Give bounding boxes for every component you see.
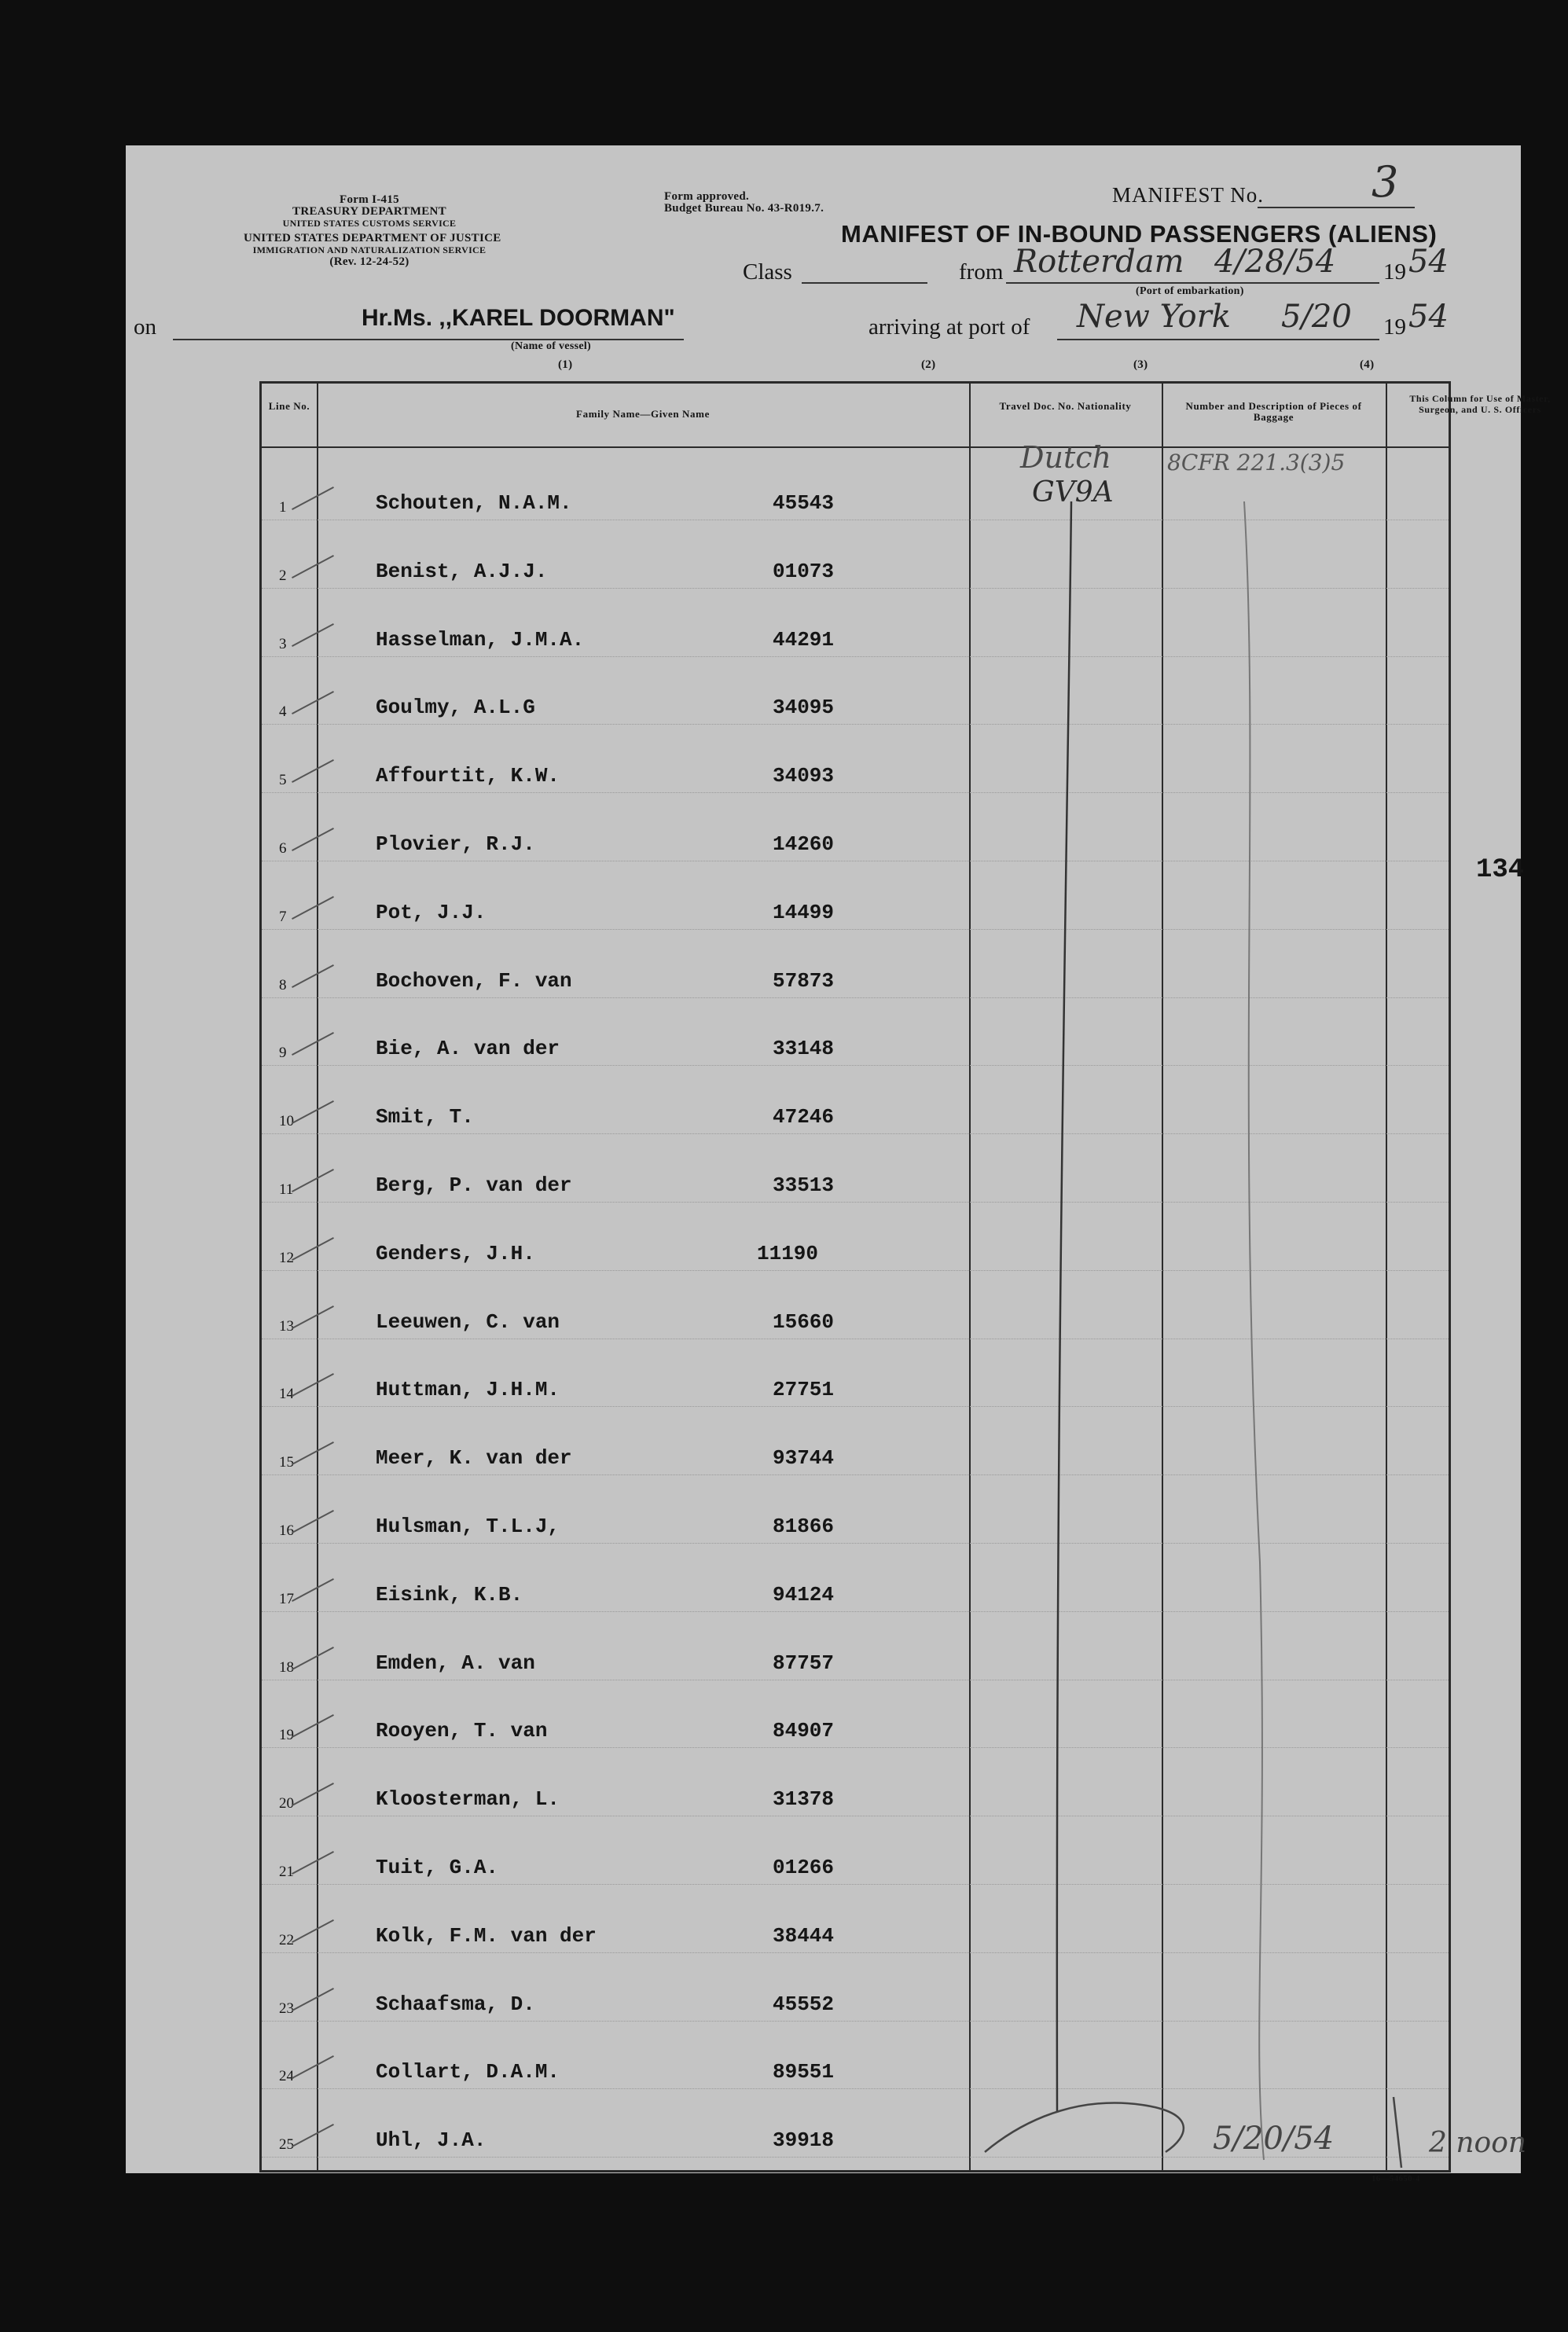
row-passenger-name: Leeuwen, C. van — [376, 1309, 560, 1334]
header-divider — [262, 446, 1449, 448]
row-passenger-number: 57873 — [773, 968, 835, 993]
port-embarkation-caption: (Port of embarkation) — [1136, 285, 1244, 297]
table-row — [262, 1846, 1449, 1914]
arrival-underline — [1057, 339, 1379, 340]
row-passenger-number: 44291 — [773, 627, 835, 652]
row-passenger-name: Hasselman, J.M.A. — [376, 627, 585, 652]
row-line-number: 2 — [279, 567, 287, 584]
form-revision: (Rev. 12-24-52) — [329, 255, 409, 268]
table-row — [262, 1642, 1449, 1710]
table-row — [262, 1301, 1449, 1368]
header-officers: This Column for Use of Master, Surgeon, and U. S. Officers — [1409, 393, 1551, 415]
table-row — [262, 1096, 1449, 1163]
doc-code-note: GV9A — [1032, 476, 1114, 509]
row-check-mark — [292, 1237, 334, 1261]
row-line-number: 5 — [279, 772, 287, 789]
row-passenger-number: 34093 — [773, 764, 835, 788]
vessel-name: Hr.Ms. ,,KAREL DOORMAN" — [362, 305, 675, 331]
row-line-number: 19 — [279, 1727, 294, 1744]
table-row — [262, 1778, 1449, 1845]
row-line-number: 4 — [279, 703, 287, 721]
row-check-mark — [292, 1032, 334, 1056]
row-line-number: 22 — [279, 1931, 294, 1948]
row-line-number: 18 — [279, 1658, 294, 1676]
form-approved: Form approved. — [664, 190, 750, 203]
from-underline — [1006, 282, 1379, 284]
arrival-date: 5/20 — [1281, 299, 1352, 335]
col-marker-3: (3) — [1133, 358, 1148, 371]
table-row — [262, 2051, 1449, 2118]
row-passenger-number: 38444 — [773, 1923, 835, 1948]
row-passenger-name: Berg, P. van der — [376, 1173, 572, 1197]
row-check-mark — [292, 759, 334, 783]
row-passenger-name: Kloosterman, L. — [376, 1787, 560, 1812]
row-passenger-number: 94124 — [773, 1582, 835, 1607]
row-check-mark — [292, 1100, 334, 1124]
row-line-number: 3 — [279, 635, 287, 652]
departure-port: Rotterdam — [1014, 244, 1184, 280]
year-suffix-departure: 54 — [1408, 244, 1449, 280]
table-row — [262, 550, 1449, 618]
row-line-number: 7 — [279, 908, 287, 925]
page-title: MANIFEST OF IN-BOUND PASSENGERS (ALIENS) — [841, 220, 1438, 248]
table-row — [262, 1505, 1449, 1573]
departure-date: 4/28/54 — [1214, 244, 1336, 280]
class-underline — [802, 282, 927, 284]
table-row — [262, 1027, 1449, 1095]
row-passenger-name: Kolk, F.M. van der — [376, 1923, 597, 1948]
row-passenger-name: Schaafsma, D. — [376, 1992, 535, 2016]
table-row — [262, 1164, 1449, 1232]
row-line-number: 8 — [279, 976, 287, 993]
row-passenger-number: 01073 — [773, 559, 835, 583]
row-passenger-number: 45543 — [773, 491, 835, 515]
vessel-caption: (Name of vessel) — [511, 340, 591, 352]
row-passenger-name: Huttman, J.H.M. — [376, 1378, 560, 1402]
class-label: Class — [743, 259, 792, 285]
row-passenger-name: Goulmy, A.L.G — [376, 696, 535, 720]
from-label: from — [959, 259, 1004, 285]
row-check-mark — [292, 1988, 334, 2011]
arrival-port: New York — [1077, 299, 1231, 335]
row-passenger-number: 01266 — [773, 1856, 835, 1879]
table-row — [262, 482, 1449, 549]
row-check-mark — [292, 1578, 334, 1602]
row-passenger-name: Schouten, N.A.M. — [376, 491, 572, 515]
row-line-number: 11 — [279, 1181, 294, 1198]
header-line-no: Line No. — [268, 400, 310, 412]
row-check-mark — [292, 1306, 334, 1329]
manifest-no-value: 3 — [1372, 157, 1399, 207]
row-passenger-name: Emden, A. van — [376, 1651, 535, 1675]
row-check-mark — [292, 1783, 334, 1806]
dept-immigration: IMMIGRATION AND NATURALIZATION SERVICE — [252, 244, 487, 255]
row-passenger-name: Rooyen, T. van — [376, 1719, 548, 1743]
manifest-page — [126, 145, 1551, 2183]
col-marker-1: (1) — [558, 358, 573, 371]
row-check-mark — [292, 1714, 334, 1738]
row-line-number: 13 — [279, 1317, 294, 1335]
table-row — [262, 1710, 1449, 1777]
row-passenger-name: Uhl, J.A. — [376, 2128, 487, 2153]
row-passenger-number: 15660 — [773, 1309, 835, 1334]
row-line-number: 17 — [279, 1590, 294, 1607]
col-marker-4: (4) — [1360, 358, 1375, 371]
table-row — [262, 1574, 1449, 1641]
row-passenger-name: Genders, J.H. — [376, 1241, 535, 1265]
nationality-note: Dutch — [1020, 440, 1111, 475]
row-check-mark — [292, 1851, 334, 1875]
row-passenger-name: Benist, A.J.J. — [376, 559, 548, 583]
table-row — [262, 619, 1449, 686]
row-passenger-number: 47246 — [773, 1105, 835, 1129]
row-passenger-number: 31378 — [773, 1787, 835, 1812]
table-row — [262, 755, 1449, 822]
row-line-number: 1 — [279, 499, 287, 516]
dept-treasury: TREASURY DEPARTMENT — [292, 205, 446, 218]
baggage-note: 8CFR 221.3(3)5 — [1167, 450, 1346, 476]
row-check-mark — [292, 1647, 334, 1670]
row-line-number: 21 — [279, 1864, 294, 1880]
row-line-number: 12 — [279, 1249, 294, 1266]
row-line-number: 24 — [279, 2068, 294, 2085]
officer-count: 134 — [1476, 855, 1525, 885]
row-passenger-number: 11190 — [757, 1241, 819, 1265]
row-line-number: 14 — [279, 1386, 294, 1403]
row-passenger-name: Bochoven, F. van — [376, 968, 572, 993]
header-baggage: Number and Description of Pieces of Baggage — [1185, 400, 1362, 423]
row-line-number: 6 — [279, 840, 287, 857]
dept-justice: UNITED STATES DEPARTMENT OF JUSTICE — [244, 232, 501, 244]
row-passenger-number: 33148 — [773, 1037, 835, 1061]
row-line-number: 20 — [279, 1795, 294, 1812]
row-passenger-name: Plovier, R.J. — [376, 832, 535, 856]
table-row — [262, 823, 1449, 891]
table-row — [262, 960, 1449, 1027]
arriving-label: arriving at port of — [868, 314, 1030, 340]
agency-block — [244, 193, 501, 268]
row-passenger-name: Hulsman, T.L.J, — [376, 1515, 560, 1538]
row-passenger-number: 45552 — [773, 1992, 835, 2016]
row-passenger-number: 84907 — [773, 1719, 835, 1743]
table-row — [262, 1437, 1449, 1504]
row-passenger-name: Pot, J.J. — [376, 900, 487, 924]
row-passenger-number: 93744 — [773, 1446, 835, 1471]
row-check-mark — [292, 691, 334, 714]
manifest-no-underline — [1258, 207, 1415, 208]
row-line-number: 10 — [279, 1113, 294, 1130]
row-check-mark — [292, 1169, 334, 1192]
footer-code: 16—54650-4 — [1372, 2174, 1420, 2183]
row-passenger-number: 89551 — [773, 2060, 835, 2084]
row-passenger-number: 14499 — [773, 900, 835, 924]
row-passenger-name: Eisink, K.B. — [376, 1582, 523, 1607]
table-row — [262, 686, 1449, 754]
row-check-mark — [292, 896, 334, 920]
row-passenger-number: 14260 — [773, 832, 835, 856]
row-passenger-name: Bie, A. van der — [376, 1037, 560, 1061]
row-passenger-name: Collart, D.A.M. — [376, 2060, 560, 2084]
row-passenger-number: 34095 — [773, 696, 835, 720]
table-row — [262, 1983, 1449, 2051]
row-line-number: 15 — [279, 1454, 294, 1471]
bottom-note: 2 noon — [1429, 2127, 1527, 2159]
year-prefix-arrival: 19 — [1383, 314, 1406, 340]
table-row — [262, 891, 1449, 959]
row-check-mark — [292, 2055, 334, 2079]
row-line-number: 16 — [279, 1522, 294, 1539]
row-passenger-name: Tuit, G.A. — [376, 1856, 499, 1879]
row-passenger-number: 81866 — [773, 1515, 835, 1538]
row-check-mark — [292, 487, 334, 510]
budget-bureau: Budget Bureau No. 43-R019.7. — [664, 202, 824, 215]
table-row — [262, 1368, 1449, 1436]
form-id: Form I-415 — [340, 193, 399, 206]
table-row — [262, 1232, 1449, 1300]
row-check-mark — [292, 964, 334, 988]
vessel-underline — [173, 339, 684, 340]
manifest-no-label: MANIFEST No. — [1112, 183, 1265, 207]
row-check-mark — [292, 1510, 334, 1533]
row-line-number: 23 — [279, 2000, 294, 2017]
row-passenger-name: Meer, K. van der — [376, 1446, 572, 1471]
row-line-number: 9 — [279, 1045, 287, 1062]
signature-date: 5/20/54 — [1213, 2121, 1335, 2157]
row-passenger-name: Smit, T. — [376, 1105, 474, 1129]
row-check-mark — [292, 1919, 334, 1943]
table-row — [262, 1915, 1449, 1982]
header-travel-doc: Travel Doc. No. Nationality — [999, 400, 1132, 412]
row-check-mark — [292, 828, 334, 851]
row-check-mark — [292, 1373, 334, 1397]
on-label: on — [134, 314, 156, 340]
row-passenger-number: 87757 — [773, 1651, 835, 1675]
year-suffix-arrival: 54 — [1408, 299, 1449, 335]
row-check-mark — [292, 2124, 334, 2147]
year-prefix-departure: 19 — [1383, 259, 1406, 285]
passenger-table — [259, 381, 1551, 2172]
approval-block — [664, 191, 824, 215]
row-passenger-number: 39918 — [773, 2128, 835, 2153]
row-passenger-number: 27751 — [773, 1378, 835, 1402]
header-name: Family Name—Given Name — [576, 408, 710, 420]
row-check-mark — [292, 555, 334, 578]
row-check-mark — [292, 1441, 334, 1465]
row-check-mark — [292, 623, 334, 647]
dept-customs: UNITED STATES CUSTOMS SERVICE — [282, 218, 457, 229]
row-line-number: 25 — [279, 2136, 294, 2154]
row-passenger-number: 33513 — [773, 1173, 835, 1197]
row-passenger-name: Affourtit, K.W. — [376, 764, 560, 788]
col-marker-2: (2) — [921, 358, 936, 371]
